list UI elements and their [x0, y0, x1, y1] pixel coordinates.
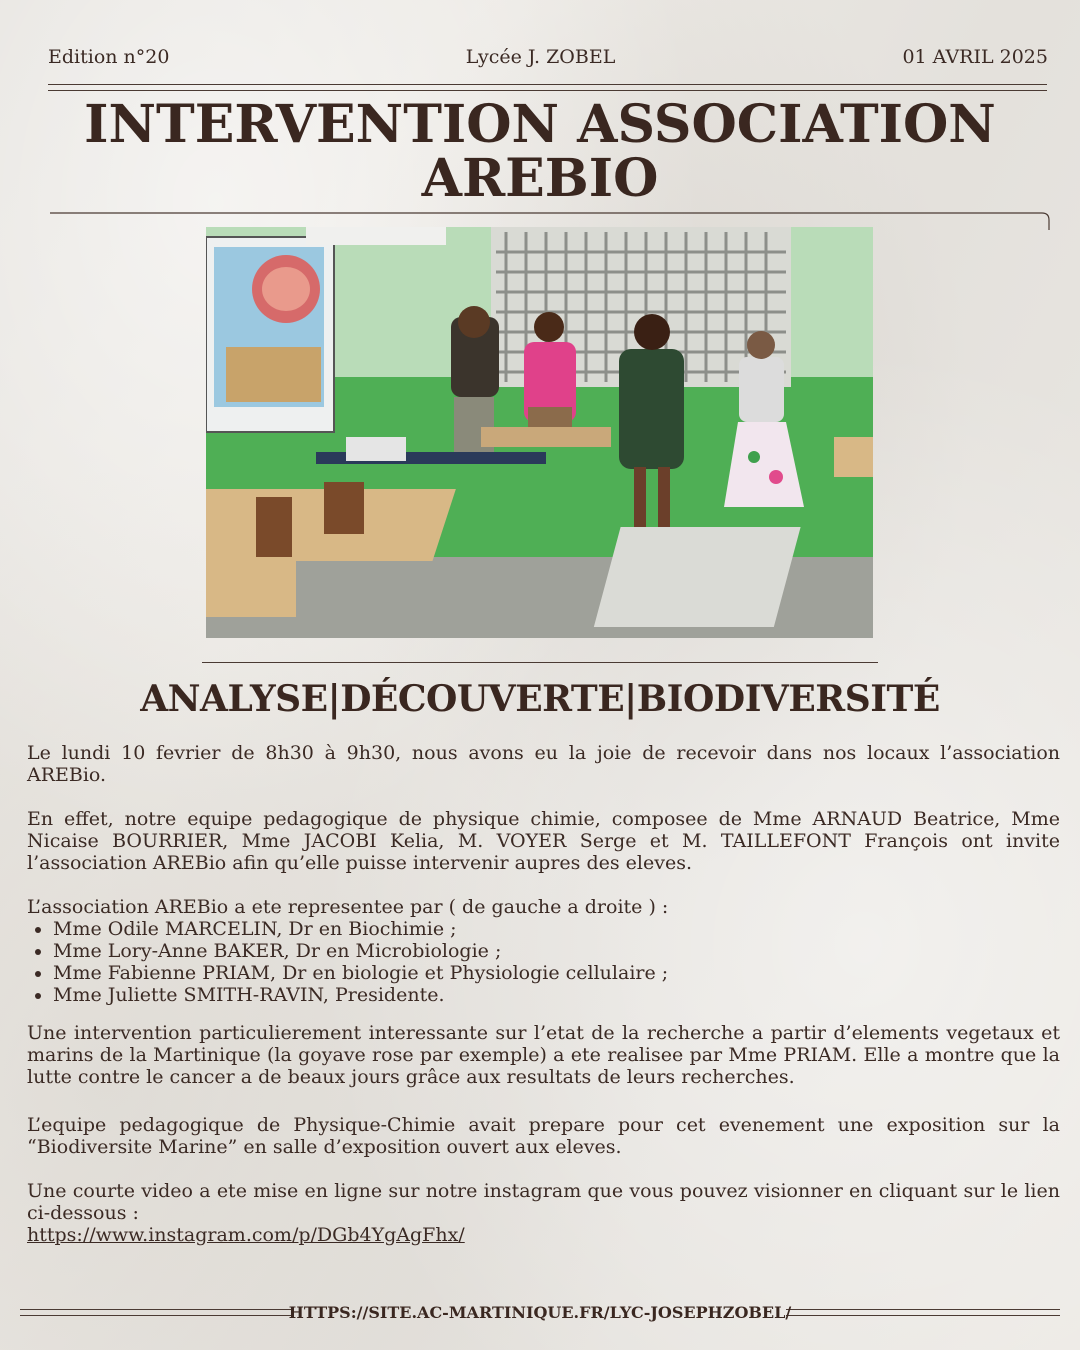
photo-rule-bottom	[202, 662, 878, 663]
header-rule-bottom	[48, 90, 1047, 91]
footer-website-url	[0, 1303, 1080, 1322]
title-line-1: INTERVENTION ASSOCIATION	[84, 94, 996, 155]
footer-url-text[interactable]: HTTPS://SITE.AC-MARTINIQUE.FR/LYC-JOSEPHZOBEL/	[288, 1303, 792, 1322]
paragraph-intro: Le lundi 10 fevrier de 8h30 à 9h30, nous avons eu la joie de recevoir dans nos locaux l’association AREBio.	[27, 742, 1060, 786]
section-subtitle: ANALYSE|DÉCOUVERTE|BIODIVERSITÉ	[140, 678, 940, 720]
list-item: • Mme Juliette SMITH-RAVIN, Presidente.	[53, 984, 1060, 1006]
publication-date: 01 AVRIL 2025	[902, 46, 1048, 68]
article-body	[27, 742, 1060, 1246]
list-item: • Mme Lory-Anne BAKER, Dr en Microbiologie ;	[53, 940, 1060, 962]
paragraph-video: Une courte video a ete mise en ligne sur notre instagram que vous pouvez visionner en cliquant sur le lien ci-dessous :	[27, 1180, 1060, 1224]
list-item: • Mme Fabienne PRIAM, Dr en biologie et Physiologie cellulaire ;	[53, 962, 1060, 984]
paragraph-research: Une intervention particulierement interessante sur l’etat de la recherche a partir d’elements vegetaux et marins de la Martinique (la goyave rose par exemple) a ete realisee par Mme PRIAM. Elle a montre que la lutte contre le cancer a de beaux jours grâce aux resultats de leurs recherches.	[27, 1022, 1060, 1088]
classroom-photo-illustration	[206, 227, 873, 638]
paragraph-team: En effet, notre equipe pedagogique de physique chimie, composee de Mme ARNAUD Beatrice, Mme Nicaise BOURRIER, Mme JACOBI Kelia, M. VOYER Serge et M. TAILLEFONT François ont invite l’association AREBio afin qu’elle puisse intervenir aupres des eleves.	[27, 808, 1060, 874]
top-meta-bar	[48, 46, 1048, 74]
members-list	[27, 918, 1060, 1006]
paragraph-members-intro: L’association AREBio a ete representee par ( de gauche a droite ) :	[27, 896, 669, 918]
edition-number: Edition n°20	[48, 46, 170, 68]
paragraph-exhibition: L’equipe pedagogique de Physique-Chimie avait prepare pour cet evenement une exposition sur la “Biodiversite Marine” en salle d’exposition ouvert aux eleves.	[27, 1114, 1060, 1158]
instagram-link[interactable]: https://www.instagram.com/p/DGb4YgAgFhx/	[27, 1224, 465, 1246]
school-name: Lycée J. ZOBEL	[465, 46, 616, 68]
list-item: • Mme Odile MARCELIN, Dr en Biochimie ;	[53, 918, 1060, 940]
title-line-2: AREBIO	[421, 148, 659, 209]
header-rule-top	[48, 84, 1047, 85]
page-title	[60, 94, 1020, 209]
event-photo	[206, 227, 873, 638]
